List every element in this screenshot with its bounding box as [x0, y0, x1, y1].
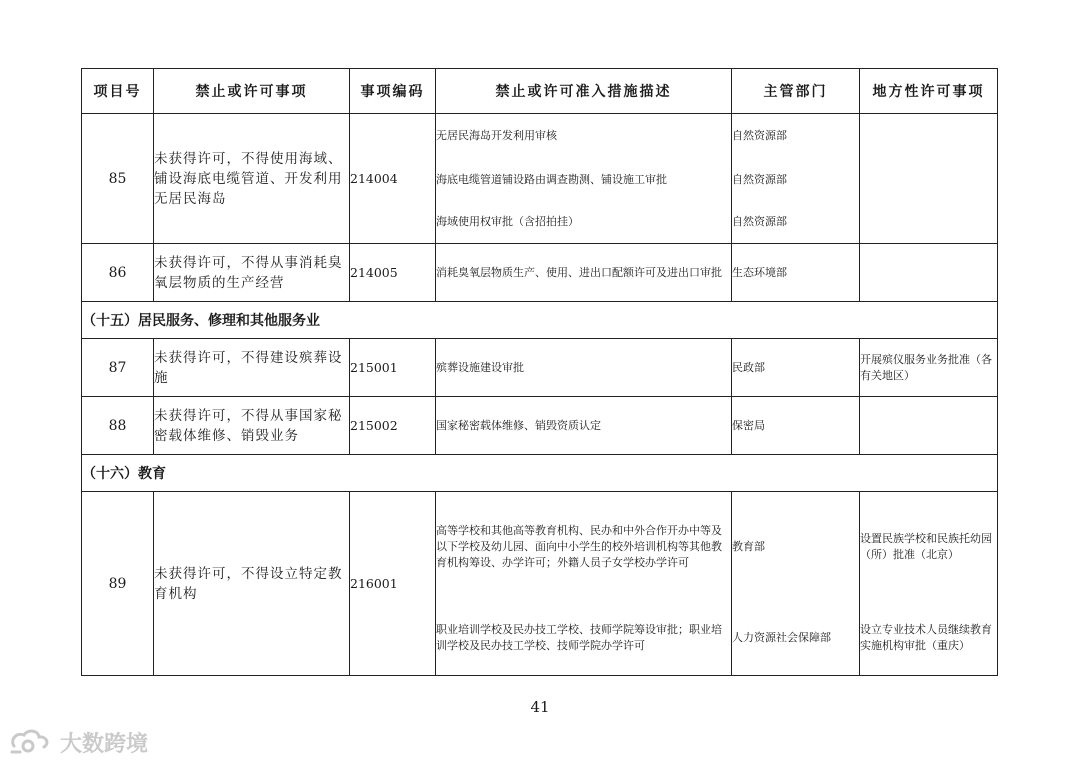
item-name: 未获得许可，不得使用海域、铺设海底电缆管道、开发利用无居民海岛 — [154, 114, 350, 244]
dept: 教育部 — [732, 492, 860, 602]
watermark-text: 大数跨境 — [60, 731, 149, 757]
dept: 生态环境部 — [732, 244, 860, 302]
dept: 保密局 — [732, 397, 860, 455]
measure-desc: 国家秘密载体维修、销毁资质认定 — [436, 397, 732, 455]
measure-desc: 殡葬设施建设审批 — [436, 339, 732, 397]
table-row — [82, 397, 998, 455]
local-item: 开展殡仪服务业务批准（各有关地区） — [860, 339, 998, 397]
header-item-name: 禁止或许可事项 — [154, 69, 350, 114]
watermark-logo-icon — [8, 726, 56, 758]
item-code: 214004 — [350, 114, 436, 244]
item-number: 88 — [82, 397, 154, 455]
dept: 民政部 — [732, 339, 860, 397]
header-item-code: 事项编码 — [350, 69, 436, 114]
item-code: 215001 — [350, 339, 436, 397]
item-name: 未获得许可，不得设立特定教育机构 — [154, 492, 350, 676]
table-row — [82, 114, 998, 158]
local-item: 设置民族学校和民族托幼园（所）批准（北京） — [860, 492, 998, 602]
section-row — [82, 302, 998, 339]
section-title-15: （十五）居民服务、修理和其他服务业 — [82, 302, 998, 339]
measure-desc: 海底电缆管道铺设路由调查勘测、铺设施工审批 — [436, 158, 732, 202]
table-row — [82, 244, 998, 302]
item-code: 216001 — [350, 492, 436, 676]
section-title-16: （十六）教育 — [82, 455, 998, 492]
item-number: 86 — [82, 244, 154, 302]
table-header-row — [82, 69, 998, 114]
permit-table — [81, 68, 998, 676]
measure-desc: 消耗臭氧层物质生产、使用、进出口配额许可及进出口审批 — [436, 244, 732, 302]
page-number: 41 — [530, 698, 550, 716]
local-item — [860, 114, 998, 244]
header-dept: 主管部门 — [732, 69, 860, 114]
item-name: 未获得许可，不得从事国家秘密载体维修、销毁业务 — [154, 397, 350, 455]
measure-desc: 无居民海岛开发利用审核 — [436, 114, 732, 158]
watermark — [8, 726, 148, 758]
item-number: 89 — [82, 492, 154, 676]
header-measure-desc: 禁止或许可准入措施描述 — [436, 69, 732, 114]
measure-desc: 职业培训学校及民办技工学校、技师学院筹设审批；职业培训学校及民办技工学校、技师学院办学许可 — [436, 602, 732, 676]
local-item: 设立专业技术人员继续教育实施机构审批（重庆） — [860, 602, 998, 676]
measure-desc: 海域使用权审批（含招拍挂） — [436, 202, 732, 244]
dept: 人力资源社会保障部 — [732, 602, 860, 676]
item-number: 87 — [82, 339, 154, 397]
item-name: 未获得许可，不得建设殡葬设施 — [154, 339, 350, 397]
measure-desc: 高等学校和其他高等教育机构、民办和中外合作开办中等及以下学校及幼儿园、面向中小学生的校外培训机构等其他教育机构筹设、办学许可；外籍人员子女学校办学许可 — [436, 492, 732, 602]
item-name: 未获得许可，不得从事消耗臭氧层物质的生产经营 — [154, 244, 350, 302]
section-row — [82, 455, 998, 492]
dept: 自然资源部 — [732, 202, 860, 244]
item-number: 85 — [82, 114, 154, 244]
table-row — [82, 492, 998, 602]
dept: 自然资源部 — [732, 158, 860, 202]
local-item — [860, 244, 998, 302]
dept: 自然资源部 — [732, 114, 860, 158]
table-row — [82, 339, 998, 397]
item-code: 215002 — [350, 397, 436, 455]
local-item — [860, 397, 998, 455]
header-item-no: 项目号 — [82, 69, 154, 114]
item-code: 214005 — [350, 244, 436, 302]
header-local-items: 地方性许可事项 — [860, 69, 998, 114]
